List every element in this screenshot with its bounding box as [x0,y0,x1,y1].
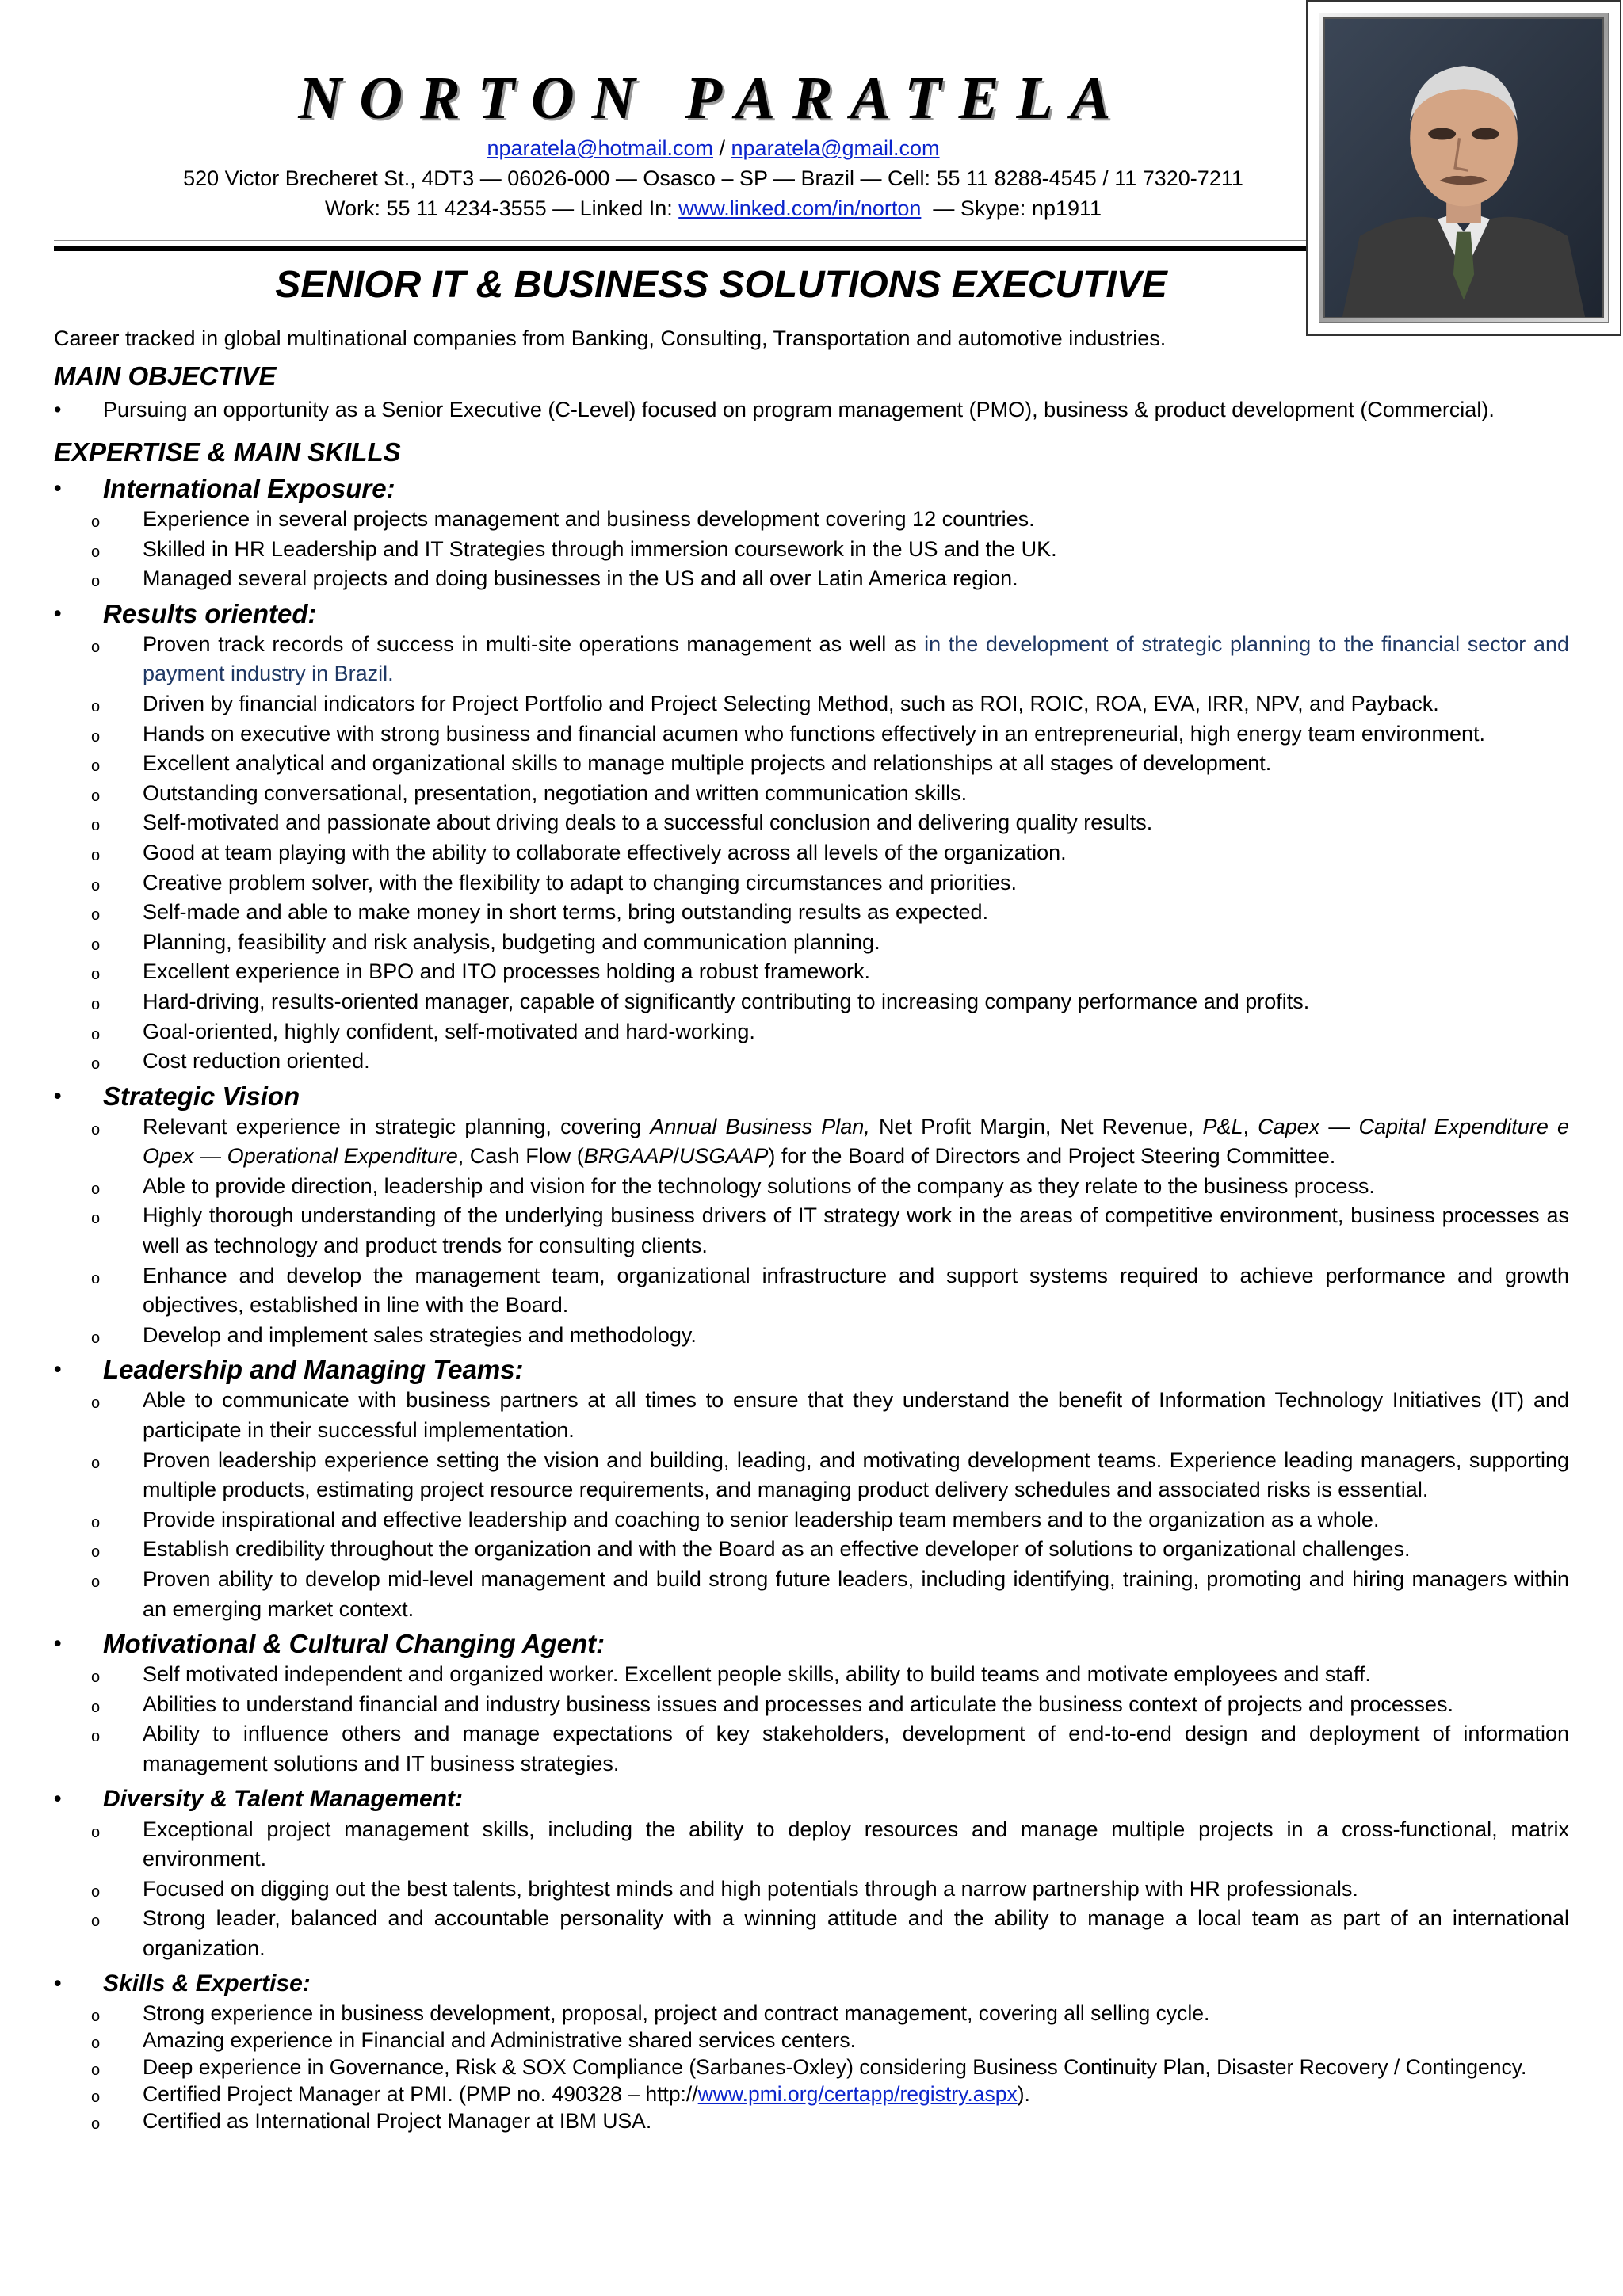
category-title: Leadership and Managing Teams: [103,1355,524,1385]
linkedin-link[interactable]: www.linked.com/in/norton [678,196,922,220]
address-line: 520 Victor Brecheret St., 4DT3 — 06026-000 — Osasco – SP — Brazil — Cell: 55 11 8288-4545 / 11 7320-7211 [183,166,1243,190]
category-title: Strategic Vision [103,1081,300,1111]
item-text: / [673,1144,679,1169]
list-item: o Proven ability to develop mid-level management and build strong future leaders, including identifying, training, promoting and hiring managers within an emerging market context. [54,1565,1569,1624]
list-item: o Self-made and able to make money in short terms, bring outstanding results as expected. [54,898,1569,928]
skype-text: — Skype: np1911 [921,196,1102,220]
list-item: o Excellent analytical and organizational skills to manage multiple projects and relationships at all stages of development. [54,749,1569,779]
list-item: o Self motivated independent and organized worker. Excellent people skills, ability to build teams and motivate employees and staff. [54,1660,1569,1690]
email-hotmail-link[interactable]: nparatela@hotmail.com [487,136,713,160]
category-results [54,597,1569,630]
list-item: o Managed several projects and doing businesses in the US and all over Latin America region. [54,564,1569,594]
list-item: o Strong leader, balanced and accountable personality with a winning attitude and the ability to manage a local team as part of an international organization. [54,1904,1569,1963]
italic-term: USGAAP [678,1144,769,1169]
list-item: o Able to communicate with business partners at all times to ensure that they understand the benefit of Information Technology Initiatives (IT) and participate in their successful implementation. [54,1386,1569,1445]
candidate-name: NORTON PARATELA [298,65,1128,132]
strategic-list [54,1112,1569,1351]
list-item: o Deep experience in Governance, Risk & SOX Compliance (Sarbanes-Oxley) considering Business Continuity Plan, Disaster Recovery / Contingency. [54,2054,1569,2081]
list-item: o Provide inspirational and effective leadership and coaching to senior leadership team members and to the organization as a whole. [54,1505,1569,1535]
email-gmail-link[interactable]: nparatela@gmail.com [731,136,940,160]
list-item: o Ability to influence others and manage expectations of key stakeholders, development of end-to-end design and deployment of information management solutions and IT business strategies. [54,1719,1569,1779]
list-item: o Enhance and develop the management team, organizational infrastructure and support systems required to achieve performance and growth objectives, established in line with the Board. [54,1261,1569,1321]
list-item: o Hard-driving, results-oriented manager, capable of significantly contributing to increasing company performance and profits. [54,987,1569,1017]
objective-item [54,395,1569,425]
italic-term: Annual Business Plan, [650,1114,870,1138]
list-item: o Certified as International Project Manager at IBM USA. [54,2107,1569,2134]
list-item [54,2081,1569,2107]
item-text: , [1243,1114,1258,1138]
category-title: Motivational & Cultural Changing Agent: [103,1629,605,1659]
header-divider-thick [54,246,1322,251]
italic-term: Operational Expenditure [227,1144,458,1169]
list-item [54,1112,1569,1172]
list-item: o Cost reduction oriented. [54,1047,1569,1077]
list-item: o Self-motivated and passionate about driving deals to a successful conclusion and delivering quality results. [54,808,1569,838]
header-divider-thin [54,240,1322,241]
list-item: o Abilities to understand financial and industry business issues and processes and articulate the business context of projects and processes. [54,1690,1569,1720]
item-text: Net Profit Margin, Net Revenue, [869,1114,1203,1138]
skills-list [54,2000,1569,2134]
bullet-icon: • [54,1083,62,1108]
list-item: o Planning, feasibility and risk analysis, budgeting and communication planning. [54,928,1569,958]
item-text: Relevant experience in strategic planning, covering [143,1114,651,1138]
item-text: ) for the Board of Directors and Project Steering Committee. [768,1144,1336,1169]
list-item: o Outstanding conversational, presentation, negotiation and written communication skills. [54,779,1569,809]
email-line [55,135,1371,162]
international-list [54,505,1569,594]
bullet-icon: • [54,1786,62,1810]
list-item: o Driven by financial indicators for Project Portfolio and Project Selecting Method, such as ROI, ROIC, ROA, EVA, IRR, NPV, and Payback. [54,689,1569,719]
list-item: o Amazing experience in Financial and Administrative shared services centers. [54,2027,1569,2054]
list-item: o Develop and implement sales strategies and methodology. [54,1321,1569,1351]
list-item: o Goal-oriented, highly confident, self-motivated and hard-working. [54,1017,1569,1047]
list-item [54,630,1569,689]
category-international [54,472,1569,505]
list-item: o Hands on executive with strong business and financial acumen who functions effectively in an entrepreneurial, high energy team environment. [54,719,1569,749]
work-line [55,195,1371,222]
section-title-objective: MAIN OBJECTIVE [54,361,277,391]
list-item: o Good at team playing with the ability to collaborate effectively across all levels of the organization. [54,838,1569,868]
list-item: o Focused on digging out the best talents, brightest minds and high potentials through a narrow partnership with HR professionals. [54,1875,1569,1905]
list-item: o Highly thorough understanding of the underlying business drivers of IT strategy work in the areas of competitive environment, business processes as well as technology and product trends for consulting clients. [54,1201,1569,1261]
motivational-list [54,1660,1569,1779]
list-item: o Skilled in HR Leadership and IT Strategies through immersion coursework in the US and the UK. [54,535,1569,565]
bullet-icon: • [54,601,62,625]
list-item: o Creative problem solver, with the flexibility to adapt to changing circumstances and priorities. [54,868,1569,898]
list-item: o Experience in several projects management and business development covering 12 countries. [54,505,1569,535]
leadership-list [54,1386,1569,1624]
category-title: Skills & Expertise: [103,1970,311,1997]
section-title-expertise: EXPERTISE & MAIN SKILLS [54,437,401,467]
diversity-list [54,1815,1569,1964]
list-item: o Establish credibility throughout the organization and with the Board as an effective developer of solutions to organizational challenges. [54,1535,1569,1565]
item-text: — [193,1144,227,1169]
results-list [54,630,1569,1077]
category-strategic [54,1080,1569,1112]
item-text: , Cash Flow ( [457,1144,584,1169]
pmi-registry-link[interactable]: www.pmi.org/certapp/registry.aspx [697,2081,1018,2106]
headline: SENIOR IT & BUSINESS SOLUTIONS EXECUTIVE [275,264,1167,306]
italic-term: P&L [1202,1114,1243,1138]
item-text: ). [1017,2081,1030,2106]
list-item: o Strong experience in business development, proposal, project and contract management, covering all selling cycle. [54,2000,1569,2027]
category-leadership [54,1353,1569,1386]
bullet-icon: • [54,398,62,421]
resume-body [54,358,1569,2134]
italic-term: Capex [1258,1114,1320,1138]
category-title: Results oriented: [103,598,317,628]
highlighted-text: in the development of strategic planning to the financial sector and payment industry in Brazil. [143,631,1569,686]
list-item: o Able to provide direction, leadership and vision for the technology solutions of the company as they relate to the business process. [54,1172,1569,1202]
italic-term: Capital Expenditure e Opex [143,1114,1570,1169]
work-phone-text: Work: 55 11 4234-3555 — Linked In: [324,196,679,220]
list-item: o Excellent experience in BPO and ITO processes holding a robust framework. [54,957,1569,987]
email-separator: / [713,136,731,160]
item-text: Certified Project Manager at PMI. (PMP no. 490328 – http:// [143,2081,698,2106]
list-item: o Proven leadership experience setting the vision and building, leading, and motivating development teams. Experience leading managers, supporting multiple products, estimating project resource requirements, and managing product delivery schedules and associated risks is essential. [54,1446,1569,1505]
category-diversity [54,1783,1569,1815]
category-skills [54,1967,1569,2000]
objective-text: Pursuing an opportunity as a Senior Executive (C-Level) focused on program management (PMO), business & product development (Commercial). [103,398,1495,421]
bullet-icon: • [54,1970,62,1995]
bullet-icon: • [54,1631,62,1656]
item-text: — [1319,1114,1359,1138]
bullet-icon: • [54,1357,62,1382]
italic-term: BRGAAP [583,1144,674,1169]
list-item: o Exceptional project management skills, including the ability to deploy resources and manage multiple projects in a cross-functional, matrix environment. [54,1815,1569,1875]
item-text: Proven track records of success in multi-site operations management as well as [143,631,925,656]
category-title: International Exposure: [103,474,395,503]
category-motivational [54,1627,1569,1660]
career-summary: Career tracked in global multinational companies from Banking, Consulting, Transportation and automotive industries. [54,326,1167,350]
category-title: Diversity & Talent Management: [103,1785,463,1812]
bullet-icon: • [54,476,62,500]
